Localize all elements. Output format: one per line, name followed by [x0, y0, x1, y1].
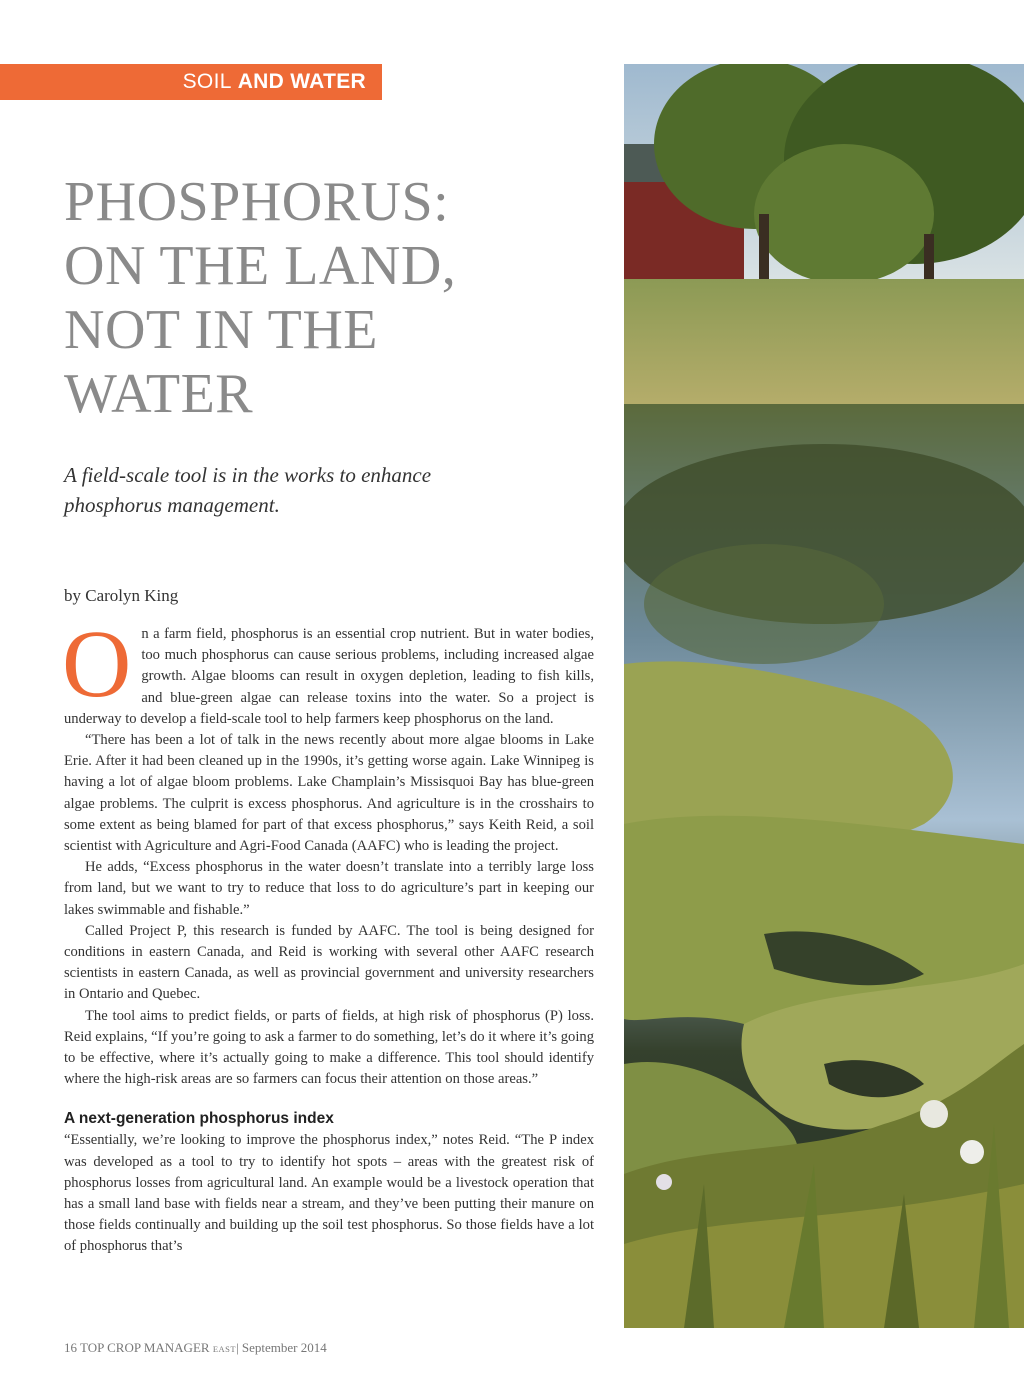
headline	[64, 170, 584, 426]
article-paragraph: Called Project P, this research is funded by AAFC. The tool is being designed for conditions in eastern Canada, and Reid is working with several other AAFC research scientists in eastern Canada, as well as provincial government and university researchers in Ontario and Quebec.	[64, 922, 594, 1003]
article-paragraph: “Essentially, we’re looking to improve the phosphorus index,” notes Reid. “The P index was developed as a tool to try to identify hot spots – areas with the greatest risk of phosphorus losses from agricultural land. An example would be a livestock operation that has a small land base with fields near a stream, and they’ve been putting their manure on those fields continually and building up the soil test phosphorus. So those fields have a lot of phosphorus that’s	[64, 1132, 594, 1255]
deck-line: phosphorus management.	[64, 493, 280, 517]
deck-line: A field-scale tool is in the works to enhance	[64, 463, 432, 487]
drop-cap: O	[62, 610, 132, 717]
headline-line: PHOSPHORUS:	[64, 171, 450, 233]
byline: by Carolyn King	[64, 586, 179, 605]
publication-name: TOP CROP MANAGER	[80, 1340, 210, 1355]
article-paragraph	[62, 610, 594, 730]
section-label-light: SOIL	[182, 70, 232, 93]
article-paragraph: “There has been a lot of talk in the news recently about more algae blooms in Lake Erie. After it had been cleaned up in the 1990s, it’s getting worse again. Lake Winnipeg is having a lot of algae bloom problems. Lake Champlain’s Missisquoi Bay has blue-green algae problems. The culprit is excess phosphorus. And agriculture is in the crosshairs to some extent as being blamed for part of that excess phosphorus,” says Keith Reid, a soil scientist with Agriculture and Agri-Food Canada (AAFC) who is leading the project.	[64, 732, 594, 855]
paragraph-text: n a farm field, phosphorus is an essential crop nutrient. But in water bodies, too much phosphorus can cause serious problems, including increased algae growth. Algae blooms can result in oxygen depletion, leading to fish kills, and blue-green algae can release toxins into the water. So a project is underway to develop a field-scale tool to help farmers keep phosphorus on the land.	[64, 626, 594, 727]
article-subhead: A next-generation phosphorus index	[64, 1110, 334, 1128]
issue-date: September 2014	[241, 1340, 327, 1355]
page-footer	[64, 1340, 327, 1356]
section-label-bold: AND WATER	[237, 70, 366, 93]
pond-photo	[624, 64, 1024, 1328]
headline-line: ON THE LAND,	[64, 235, 457, 297]
article-body	[62, 610, 594, 1258]
headline-line: WATER	[64, 363, 254, 425]
article-paragraph: The tool aims to predict fields, or parts of fields, at high risk of phosphorus (P) loss. Reid explains, “If you’re going to ask a farmer to do something, let’s do it where it’s going to be effective, where it’s actually going to make a difference. This tool should identify where the high-risk areas are so farmers can focus their attention on those areas.”	[64, 1007, 594, 1088]
deck	[64, 460, 524, 520]
footer-separator: |	[236, 1340, 239, 1355]
headline-line: NOT IN THE	[64, 299, 379, 361]
article-paragraph: He adds, “Excess phosphorus in the water doesn’t translate into a terribly large loss from land, but we want to try to reduce that loss to do agriculture’s part in keeping our lakes swimmable and fishable.”	[64, 859, 594, 918]
page-number: 16	[64, 1340, 77, 1355]
publication-edition: EAST	[212, 1344, 237, 1354]
section-banner	[0, 64, 382, 100]
